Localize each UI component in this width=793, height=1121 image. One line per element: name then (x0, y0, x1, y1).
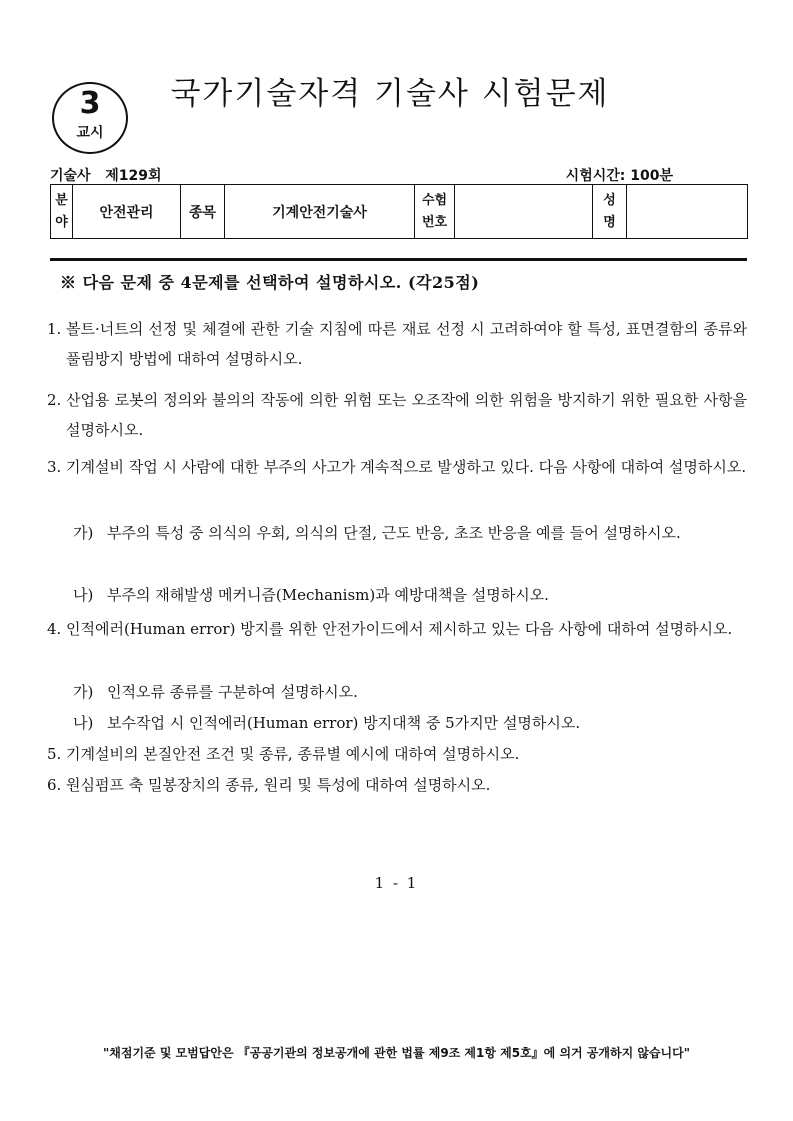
divider (50, 258, 747, 261)
question-4 (47, 614, 747, 644)
exam-info-table (50, 184, 748, 239)
question-4-sub-b (73, 708, 747, 738)
question-4-sub-a (73, 677, 747, 707)
question-number: 3. (47, 458, 62, 476)
question-number: 6. (47, 776, 62, 794)
sub-text: 보수작업 시 인적에러(Human error) 방지대책 중 5가지만 설명하시오. (107, 714, 581, 732)
session-label: 교시 (76, 125, 104, 141)
session-number: 3 (79, 86, 101, 121)
question-number: 1. (47, 320, 62, 338)
footer-note: "채점기준 및 모범답안은 『공공기관의 정보공개에 관한 법률 제9조 제1항 제5호』에 의거 공개하지 않습니다" (103, 1046, 690, 1060)
question-text: 원심펌프 축 밀봉장치의 종류, 원리 및 특성에 대하여 설명하시오. (66, 776, 491, 794)
question-6 (47, 770, 747, 800)
page-number: 1 - 1 (374, 874, 419, 892)
exam-number-field[interactable] (455, 185, 593, 239)
question-text: 인적에러(Human error) 방지를 위한 안전가이드에서 제시하고 있는 다음 사항에 대하여 설명하시오. (66, 620, 733, 638)
sub-label: 나) (73, 586, 94, 604)
exam-round: 기술사 제129회 (50, 168, 162, 184)
question-3-sub-b (73, 580, 747, 610)
question-number: 2. (47, 391, 62, 409)
question-text: 기계설비의 본질안전 조건 및 종류, 종류별 예시에 대하여 설명하시오. (66, 745, 520, 763)
item-value: 기계안전기술사 (225, 185, 415, 239)
question-3-sub-a (73, 518, 747, 548)
question-number: 4. (47, 620, 62, 638)
exam-time: 시험시간: 100분 (565, 168, 673, 184)
exam-number-label: 수험 번호 (415, 185, 455, 239)
session-badge (52, 82, 128, 154)
name-label: 성 명 (593, 185, 627, 239)
sub-text: 부주의 재해발생 메커니즘(Mechanism)과 예방대책을 설명하시오. (107, 586, 549, 604)
question-2 (47, 385, 747, 445)
question-text: 볼트·너트의 선정 및 체결에 관한 기술 지침에 따른 재료 선정 시 고려하여야 할 특성, 표면결함의 종류와 풀림방지 방법에 대하여 설명하시오. (66, 320, 747, 368)
sub-label: 가) (73, 683, 94, 701)
item-label: 종목 (181, 185, 225, 239)
question-text: 산업용 로봇의 정의와 불의의 작동에 의한 위험 또는 오조작에 의한 위험을 방지하기 위한 필요한 사항을 설명하시오. (66, 391, 747, 439)
sub-text: 인적오류 종류를 구분하여 설명하시오. (107, 683, 358, 701)
question-3 (47, 452, 747, 482)
name-field[interactable] (627, 185, 748, 239)
question-text: 기계설비 작업 시 사람에 대한 부주의 사고가 계속적으로 발생하고 있다. 다음 사항에 대하여 설명하시오. (66, 458, 747, 476)
field-value: 안전관리 (73, 185, 181, 239)
question-1 (47, 314, 747, 374)
question-number: 5. (47, 745, 62, 763)
question-5 (47, 739, 747, 769)
field-label: 분 야 (51, 185, 73, 239)
sub-label: 나) (73, 714, 94, 732)
sub-label: 가) (73, 524, 94, 542)
instruction: ※ 다음 문제 중 4문제를 선택하여 설명하시오. (각25점) (60, 273, 480, 292)
page-title: 국가기술자격 기술사 시험문제 (170, 76, 610, 112)
sub-text: 부주의 특성 중 의식의 우회, 의식의 단절, 근도 반응, 초조 반응을 예를 들어 설명하시오. (107, 524, 681, 542)
